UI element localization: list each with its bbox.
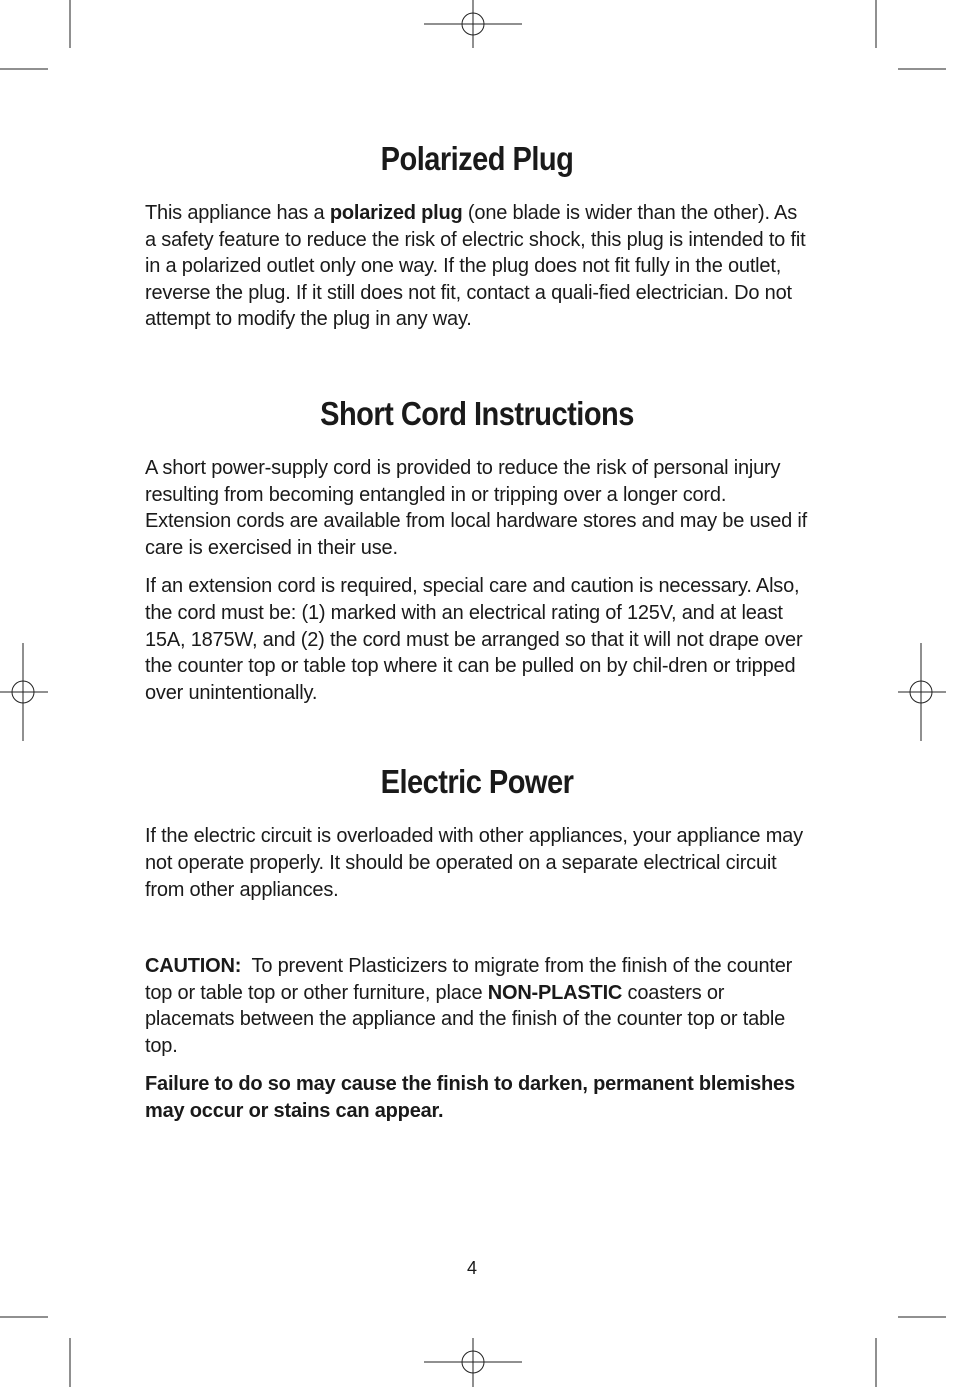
page-content bbox=[145, 140, 809, 1125]
caution-text-pre: To prevent Plasticizers to migrate from the finish of the counter top or table top or other furniture, place bbox=[145, 955, 798, 1004]
registration-mark-right bbox=[898, 643, 946, 741]
polarized-plug-paragraph bbox=[145, 200, 809, 333]
short-cord-paragraph-1: A short power-supply cord is provided to reduce the risk of personal injury resulting from becoming entangled in or tripping over a longer cord. Extension cords are available from local hardware stores and may be used if care is exercised in their use. bbox=[145, 456, 808, 559]
registration-mark-left bbox=[0, 643, 48, 741]
section-title-short-cord: Short Cord Instructions bbox=[320, 394, 634, 432]
short-cord-paragraph-2: If an extension cord is required, special care and caution is necessary. Also, the cord must be: (1) marked with an electrical rating of 125V, and at least 15A, 1875W, and (2) the cord must be arranged so that it will not drape over the counter top or table top where it can be pulled on by chil-dren or tripped over unintentionally. bbox=[145, 575, 803, 704]
caution-paragraph bbox=[145, 953, 809, 1059]
section-title-electric-power: Electric Power bbox=[380, 763, 574, 801]
polarized-text-post: (one blade is wider than the other). As a safety feature to reduce the risk of electric shock, this plug is intended to fit in a polarized outlet only one way. If the plug does not fit fully in the outlet, reverse the plug. If it still does not fit, contact a quali-fied electrician. Do not attempt to modify the plug in any way. bbox=[145, 202, 806, 331]
electric-power-paragraph: If the electric circuit is overloaded with other appliances, your appliance may not operate properly. It should be operated on a separate electrical circuit from other appliances. bbox=[145, 825, 803, 901]
polarized-text-pre: This appliance has a bbox=[145, 202, 330, 224]
section-title-polarized-plug: Polarized Plug bbox=[380, 140, 574, 177]
polarized-text-bold: polarized plug bbox=[329, 202, 463, 224]
caution-text-post: coasters or placemats between the appliance and the finish of the counter top or table top. bbox=[145, 981, 786, 1057]
caution-warning: Failure to do so may cause the finish to darken, permanent blemishes may occur or stains can appear. bbox=[145, 1073, 795, 1123]
caution-text-bold: NON-PLASTIC bbox=[487, 981, 623, 1004]
page-number: 4 bbox=[466, 1258, 477, 1278]
caution-label: CAUTION: bbox=[145, 955, 242, 978]
registration-mark-bottom bbox=[424, 1338, 522, 1387]
registration-mark-top bbox=[424, 0, 522, 48]
